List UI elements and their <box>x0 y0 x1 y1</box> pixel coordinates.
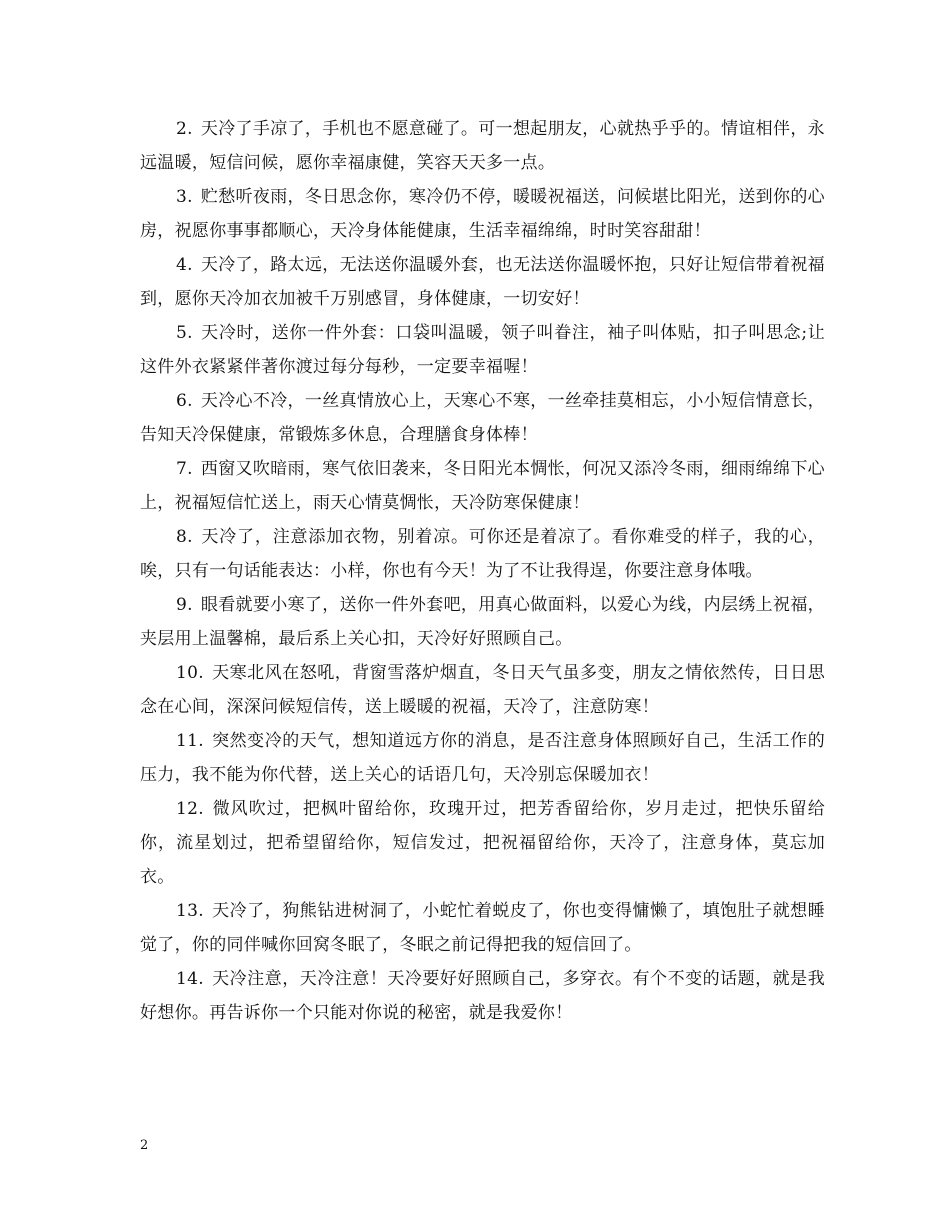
paragraph-number: 7. <box>176 459 193 479</box>
paragraph-text: 西窗又吹暗雨，寒气依旧袭来，冬日阳光本惆怅，何况又添冷冬雨，细雨绵绵下心上，祝福短信忙送上，雨天心情莫惆怅，天冷防寒保健康！ <box>140 459 825 513</box>
paragraph-text: 天冷了，狗熊钻进树洞了，小蛇忙着蜕皮了，你也变得慵懒了，填饱肚子就想睡觉了，你的同伴喊你回窝冬眠了，冬眠之前记得把我的短信回了。 <box>140 901 825 955</box>
paragraph-text: 突然变冷的天气，想知道远方你的消息，是否注意身体照顾好自己，生活工作的压力，我不能为你代替，送上关心的话语几句，天冷别忘保暖加衣！ <box>140 731 825 785</box>
paragraph-6 <box>140 384 825 452</box>
paragraph-text: 贮愁听夜雨，冬日思念你，寒冷仍不停，暖暖祝福送，问候堪比阳光，送到你的心房，祝愿你事事都顺心，天冷身体能健康，生活幸福绵绵，时时笑容甜甜！ <box>140 187 825 241</box>
paragraph-number: 12. <box>176 799 204 819</box>
paragraph-text: 天冷了，路太远，无法送你温暖外套，也无法送你温暖怀抱，只好让短信带着祝福到，愿你天冷加衣加被千万别感冒，身体健康，一切安好！ <box>140 255 825 309</box>
paragraph-3 <box>140 180 825 248</box>
document-body <box>140 112 825 1030</box>
paragraph-text: 天寒北风在怒吼，背窗雪落炉烟直，冬日天气虽多变，朋友之情依然传，日日思念在心间，深深问候短信传，送上暖暖的祝福，天冷了，注意防寒！ <box>140 663 825 717</box>
paragraph-text: 天冷注意，天冷注意！天冷要好好照顾自己，多穿衣。有个不变的话题，就是我好想你。再告诉你一个只能对你说的秘密，就是我爱你！ <box>140 969 825 1023</box>
paragraph-text: 微风吹过，把枫叶留给你，玫瑰开过，把芳香留给你，岁月走过，把快乐留给你，流星划过，把希望留给你，短信发过，把祝福留给你，天冷了，注意身体，莫忘加衣。 <box>140 799 825 887</box>
paragraph-number: 5. <box>176 323 193 343</box>
paragraph-4 <box>140 248 825 316</box>
paragraph-9 <box>140 588 825 656</box>
paragraph-number: 14. <box>176 969 204 989</box>
paragraph-number: 13. <box>176 901 204 921</box>
paragraph-number: 4. <box>176 255 193 275</box>
paragraph-text: 天冷时，送你一件外套：口袋叫温暖，领子叫眷注，袖子叫体贴，扣子叫思念;让这件外衣紧紧伴著你渡过每分每秒，一定要幸福喔！ <box>140 323 825 377</box>
paragraph-13 <box>140 894 825 962</box>
paragraph-10 <box>140 656 825 724</box>
paragraph-text: 天冷心不冷，一丝真情放心上，天寒心不寒，一丝牵挂莫相忘，小小短信情意长，告知天冷保健康，常锻炼多休息，合理膳食身体棒！ <box>140 391 825 445</box>
paragraph-number: 8. <box>176 527 193 547</box>
paragraph-11 <box>140 724 825 792</box>
paragraph-number: 3. <box>176 187 193 207</box>
paragraph-number: 2. <box>176 119 193 139</box>
page-number: 2 <box>140 1138 149 1153</box>
paragraph-number: 9. <box>176 595 193 615</box>
paragraph-14 <box>140 962 825 1030</box>
paragraph-number: 10. <box>176 663 204 683</box>
paragraph-text: 眼看就要小寒了，送你一件外套吧，用真心做面料，以爱心为线，内层绣上祝福，夹层用上温馨棉，最后系上关心扣，天冷好好照顾自己。 <box>140 595 825 649</box>
paragraph-5 <box>140 316 825 384</box>
paragraph-12 <box>140 792 825 894</box>
paragraph-7 <box>140 452 825 520</box>
paragraph-number: 6. <box>176 391 193 411</box>
paragraph-8 <box>140 520 825 588</box>
paragraph-2 <box>140 112 825 180</box>
paragraph-number: 11. <box>176 731 204 751</box>
paragraph-text: 天冷了，注意添加衣物，别着凉。可你还是着凉了。看你难受的样子，我的心，唉，只有一句话能表达：小样，你也有今天！为了不让我得逞，你要注意身体哦。 <box>140 527 825 581</box>
paragraph-text: 天冷了手凉了，手机也不愿意碰了。可一想起朋友，心就热乎乎的。情谊相伴，永远温暖，短信问候，愿你幸福康健，笑容天天多一点。 <box>140 119 825 173</box>
